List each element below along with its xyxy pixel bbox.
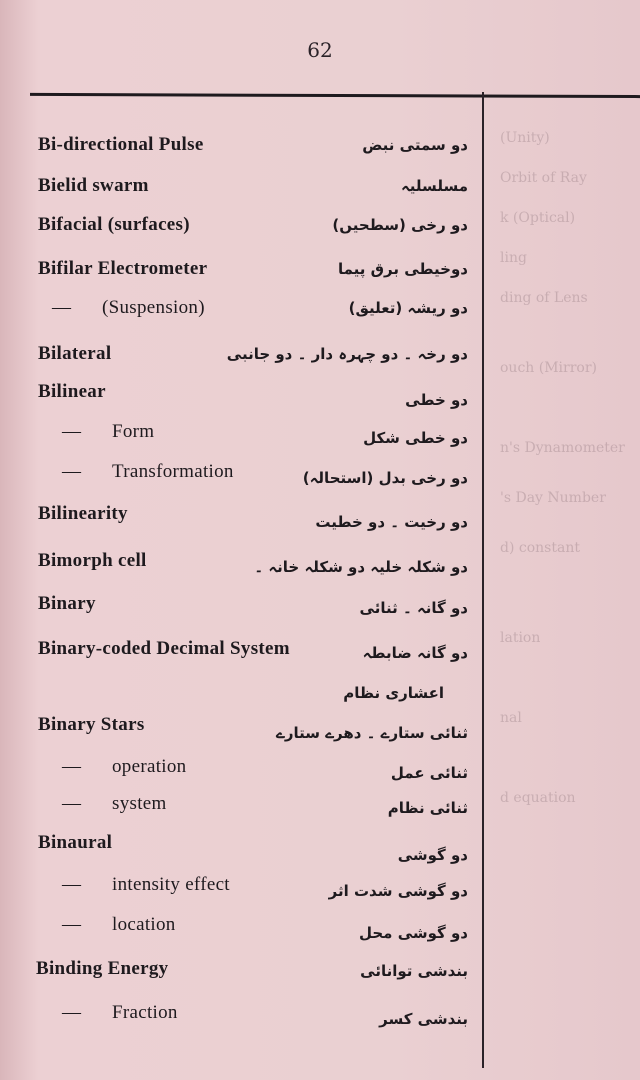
urdu-translation: دو خطی شکل bbox=[363, 429, 468, 447]
term: Bifacial (surfaces) bbox=[38, 214, 190, 235]
term: operation bbox=[112, 756, 187, 777]
term: Bifilar Electrometer bbox=[38, 258, 208, 279]
term: Bielid swarm bbox=[38, 175, 149, 196]
entry bbox=[0, 958, 480, 992]
term: intensity effect bbox=[112, 874, 230, 895]
urdu-translation: دو خطی bbox=[405, 391, 468, 409]
urdu-translation: دو شکلہ خلیہ دو شکلہ خانہ ۔ bbox=[254, 558, 468, 576]
urdu-translation: دو رخہ ۔ دو چہرہ دار ۔ دو جانبی bbox=[226, 345, 468, 363]
dash: — bbox=[52, 297, 71, 318]
urdu-translation: دو گانہ ۔ ثنائی bbox=[359, 599, 468, 617]
show-through-text: (Unity) Orbit of Ray k (Optical) ling ding of Lens ouch (Mirror) n's Dynamometer 's Day Number d) constant lation nal d equation bbox=[500, 130, 625, 806]
entry bbox=[0, 874, 480, 908]
urdu-translation: ثنائی ستارے ۔ دھرے ستارے bbox=[276, 724, 468, 742]
urdu-translation: دو گوشی شدت اثر bbox=[328, 882, 468, 900]
term: location bbox=[112, 914, 176, 935]
entry bbox=[0, 343, 480, 377]
dash: — bbox=[62, 421, 81, 442]
entry bbox=[0, 638, 480, 672]
term: Binary bbox=[38, 593, 96, 614]
page-number: 62 bbox=[307, 38, 333, 62]
dash: — bbox=[62, 756, 81, 777]
urdu-translation: بندشی توانائی bbox=[360, 962, 468, 980]
entry bbox=[0, 258, 480, 292]
entry bbox=[0, 214, 480, 248]
dash: — bbox=[62, 461, 81, 482]
entry bbox=[0, 793, 480, 827]
entry bbox=[0, 381, 480, 415]
entry bbox=[0, 297, 480, 331]
term: Bilinearity bbox=[38, 503, 128, 524]
dash: — bbox=[62, 874, 81, 895]
term: Binary Stars bbox=[38, 714, 145, 735]
entry bbox=[0, 503, 480, 537]
entry bbox=[0, 134, 480, 168]
urdu-translation: ثنائی نظام bbox=[387, 799, 468, 817]
term: Bilinear bbox=[38, 381, 106, 402]
urdu-translation: دو رخیت ۔ دو خطیت bbox=[315, 513, 468, 531]
entry bbox=[0, 550, 480, 584]
entry bbox=[0, 914, 480, 948]
term: Binary-coded Decimal System bbox=[38, 638, 290, 659]
entry bbox=[0, 461, 480, 495]
entry bbox=[0, 714, 480, 748]
column-rule bbox=[482, 92, 484, 1068]
entry bbox=[0, 1002, 480, 1036]
dash: — bbox=[62, 914, 81, 935]
dash: — bbox=[62, 793, 81, 814]
urdu-translation: دو گوشی محل bbox=[358, 924, 468, 942]
term: system bbox=[112, 793, 167, 814]
entry bbox=[0, 832, 480, 866]
term: Binding Energy bbox=[36, 958, 169, 979]
urdu-translation: مسلسلیہ bbox=[401, 177, 468, 195]
term: Binaural bbox=[38, 832, 113, 853]
term: Bilateral bbox=[38, 343, 112, 364]
term: Transformation bbox=[112, 461, 234, 482]
entry bbox=[0, 593, 480, 627]
dash: — bbox=[62, 1002, 81, 1023]
entry bbox=[0, 682, 480, 716]
urdu-translation: دو سمتی نبض bbox=[362, 136, 468, 154]
urdu-translation: دو گانہ ضابطہ bbox=[362, 644, 468, 662]
entry bbox=[0, 421, 480, 455]
urdu-translation: دو رخی بدل (استحالہ) bbox=[302, 469, 468, 487]
term: Bi-directional Pulse bbox=[38, 134, 204, 155]
term: Bimorph cell bbox=[38, 550, 147, 571]
term: Fraction bbox=[112, 1002, 178, 1023]
urdu-translation: ثنائی عمل bbox=[390, 764, 468, 782]
urdu-translation: بندشی کسر bbox=[379, 1010, 468, 1028]
urdu-translation: دو رخی (سطحیں) bbox=[332, 216, 468, 234]
entry bbox=[0, 175, 480, 209]
urdu-translation: اعشاری نظام bbox=[343, 684, 444, 702]
term: (Suspension) bbox=[102, 297, 205, 318]
urdu-translation: دوخیطی برق پیما bbox=[337, 260, 468, 278]
term: Form bbox=[112, 421, 155, 442]
urdu-translation: دو گوشی bbox=[397, 846, 468, 864]
entry bbox=[0, 756, 480, 790]
urdu-translation: دو ریشہ (تعلیق) bbox=[348, 299, 468, 317]
